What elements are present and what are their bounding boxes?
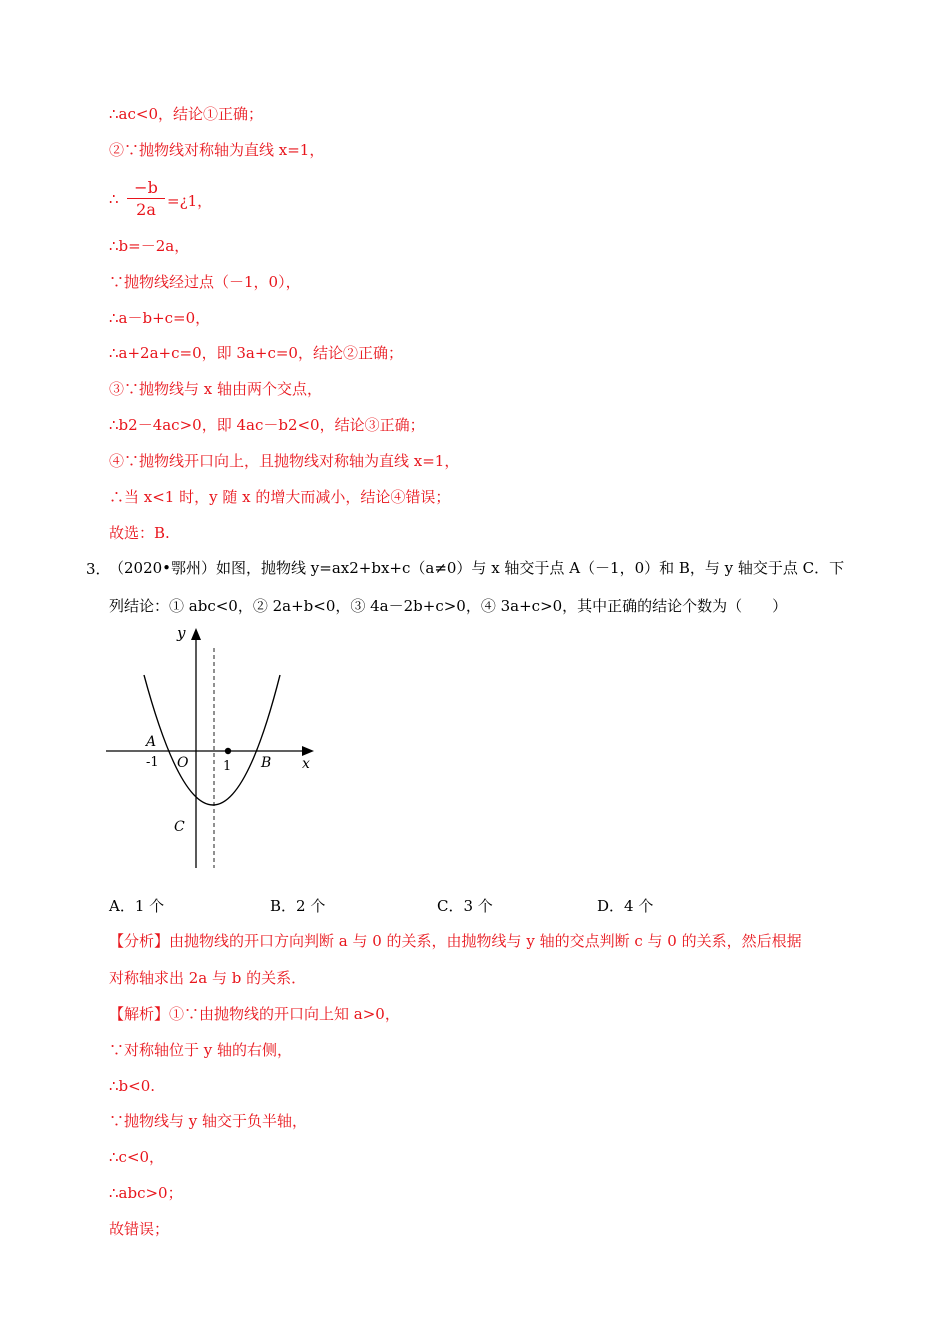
label-A: A: [146, 734, 157, 750]
point-x-1: [225, 748, 231, 754]
answer-line-4: ∵抛物线与 y 轴交于负半轴，: [109, 1112, 308, 1130]
solution-line-4: ∴b=－2a，: [109, 237, 190, 255]
solution-line-9: ∴b2－4ac>0，即 4ac－b2<0，结论③正确；: [109, 416, 425, 434]
therefore-symbol: ∴: [109, 190, 119, 208]
solution-line-11: ∴当 x<1 时，y 随 x 的增大而减小，结论④错误；: [109, 488, 451, 506]
option-d[interactable]: D．4 个: [597, 897, 654, 915]
option-a[interactable]: A．1 个: [109, 897, 165, 915]
solution-line-8: ③∵抛物线与 x 轴由两个交点，: [109, 380, 322, 398]
fraction-numerator: −b: [134, 178, 158, 197]
option-b[interactable]: B．2 个: [270, 897, 326, 915]
answer-line-3: ∴b<0.: [109, 1077, 156, 1095]
solution-line-5: ∵抛物线经过点（－1，0），: [109, 273, 301, 291]
solution-line-10: ④∵抛物线开口向上，且抛物线对称轴为直线 x=1，: [109, 452, 460, 470]
solution-line-1: ∴ac<0，结论①正确；: [109, 105, 263, 123]
solution-line-7: ∴a+2a+c=0，即 3a+c=0，结论②正确；: [109, 344, 403, 362]
question-line-1: （2020•鄂州）如图，抛物线 y=ax2+bx+c（a≠0）与 x 轴交于点 A（－1，0）和 B，与 y 轴交于点 C．下: [109, 559, 845, 577]
option-c[interactable]: C．3 个: [437, 897, 493, 915]
solution-line-2: ②∵抛物线对称轴为直线 x=1，: [109, 141, 325, 159]
label-y: y: [177, 624, 186, 642]
solution-line-12: 故选：B.: [109, 524, 170, 542]
answer-line-1: 【解析】①∵由抛物线的开口向上知 a>0，: [109, 1005, 400, 1023]
label-B: B: [261, 755, 272, 771]
answer-line-7: 故错误；: [109, 1220, 170, 1238]
question-number: 3．: [86, 560, 111, 578]
label-neg1: -1: [146, 755, 159, 770]
solution-line-6: ∴a－b+c=0，: [109, 309, 211, 327]
answer-line-6: ∴abc>0；: [109, 1184, 183, 1202]
analysis-line-2: 对称轴求出 2a 与 b 的关系．: [109, 969, 307, 987]
label-1: 1: [223, 759, 232, 774]
answer-line-5: ∴c<0，: [109, 1148, 165, 1166]
parabola-curve: [144, 675, 280, 805]
label-x: x: [302, 756, 310, 772]
parabola-figure: [100, 620, 330, 875]
question-line-2: 列结论：① abc<0，② 2a+b<0，③ 4a－2b+c>0，④ 3a+c>0，其中正确的结论个数为（ ）: [109, 597, 788, 615]
fraction-denominator: 2a: [136, 200, 156, 219]
label-O: O: [177, 755, 189, 771]
fraction-bar: [127, 198, 165, 199]
answer-line-2: ∵对称轴位于 y 轴的右侧，: [109, 1041, 293, 1059]
label-C: C: [174, 819, 185, 835]
x-axis-arrow: [302, 746, 314, 756]
fraction-rest: =¿1，: [167, 192, 213, 210]
y-axis-arrow: [191, 628, 201, 640]
analysis-line-1: 【分析】由抛物线的开口方向判断 a 与 0 的关系，由抛物线与 y 轴的交点判断 c 与 0 的关系，然后根据: [109, 932, 802, 950]
